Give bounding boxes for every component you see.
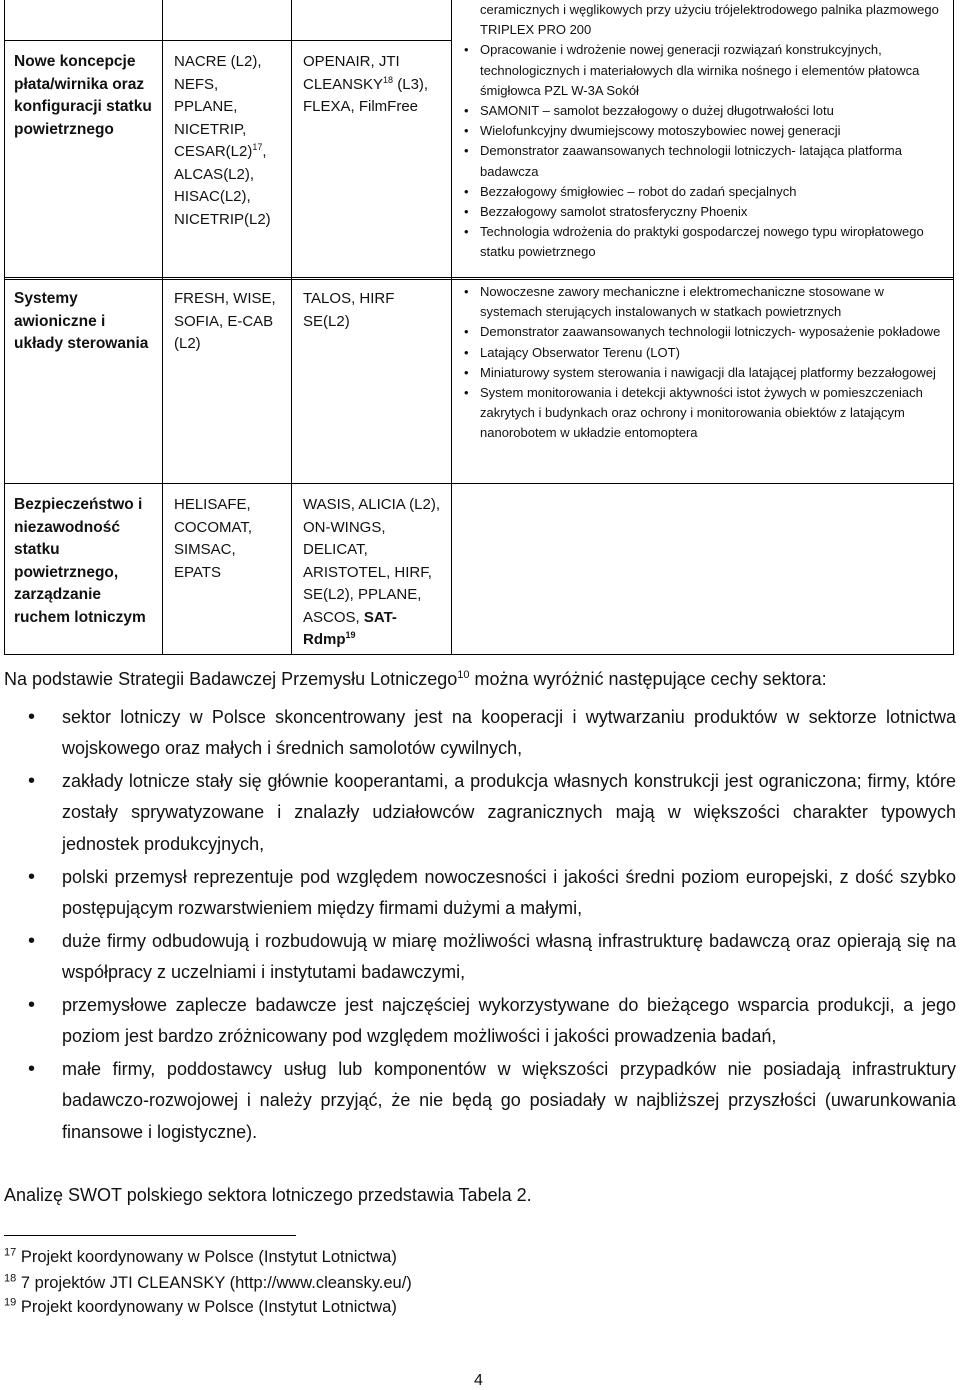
list-item: • Technologia wdrożenia do praktyki gospodarczej nowego typu wiropłatowego statku powietrznego <box>458 222 947 262</box>
fp7-cell <box>163 41 292 278</box>
list-item: • SAMONIT – samolot bezzałogowy o dużej długotrwałości lotu <box>458 101 947 121</box>
page-number: 4 <box>474 1372 483 1389</box>
fp7-projects: NACRE (L2), NEFS, PPLANE, NICETRIP, CESAR(L2) <box>174 53 262 160</box>
other-projects: TALOS, HIRF SE(L2) <box>303 290 395 330</box>
projects-table-body <box>4 40 954 655</box>
list-item: • polski przemysł reprezentuje pod względem nowoczesności i jakości średni poziom europejski, z dość szybko postępującym rozwarstwieniem między firmami dużymi a małymi, <box>4 862 956 924</box>
list-item: • sektor lotniczy w Polsce skoncentrowany jest na kooperacji i wytwarzaniu produktów w sektorze lotnictwa wojskowego oraz małych i średnich samolotów cywilnych, <box>4 702 956 764</box>
fp7-cell <box>163 278 292 484</box>
list-item: • Demonstrator zaawansowanych technologii lotniczych- latająca platforma badawcza <box>458 141 947 181</box>
category-label: Systemy awioniczne i układy sterowania <box>14 290 149 352</box>
fp7-projects: HELISAFE, COCOMAT, SIMSAC, EPATS <box>174 496 253 581</box>
intro-text: Na podstawie Strategii Badawczej Przemysłu Lotniczego <box>4 669 458 689</box>
intro-paragraph <box>4 668 827 690</box>
footnote-ref: 10 <box>457 669 470 681</box>
category-label: Bezpieczeństwo i niezawodność statku powietrznego, zarządzanie ruchem lotniczym <box>14 496 146 626</box>
list-item: • System monitorowania i detekcji aktywności istot żywych w pomieszczeniach zakrytych i budynkach oraz ochrony i monitorowania obiektów z latającym nanorobotem w układzie entomoptera <box>458 383 947 444</box>
footnote-ref: 17 <box>252 142 263 152</box>
other-projects-cont: (L3), FLEXA, FilmFree <box>303 75 429 115</box>
list-item: • Wielofunkcyjny dwumiejscowy motoszybowiec nowej generacji <box>458 121 947 141</box>
other-projects: WASIS, ALICIA (L2), ON-WINGS, DELICAT, ARISTOTEL, HIRF, SE(L2), PPLANE, ASCOS, <box>303 496 440 626</box>
fp7-projects: FRESH, WISE, SOFIA, E-CAB (L2) <box>174 290 276 352</box>
footnote-rule <box>4 1235 296 1236</box>
features-list <box>4 702 956 1150</box>
list-item: • Miniaturowy system sterowania i nawigacji dla latającej platformy bezzałogowej <box>458 363 947 383</box>
category-cell <box>5 41 163 278</box>
footnote <box>4 1246 397 1268</box>
continued-text: ceramicznych i węglikowych przy użyciu trójelektrodowego palnika plazmowego TRIPLEX PRO 200 <box>480 2 939 38</box>
projects-cell-empty <box>452 484 954 655</box>
footnote <box>4 1296 397 1318</box>
list-item: • Opracowanie i wdrożenie nowej generacji rozwiązań konstrukcyjnych, technologicznych i materiałowych dla wirnika nośnego i elementów płatowca śmigłowca PZL W-3A Sokół <box>458 40 947 101</box>
footnote-text: 7 projektów JTI CLEANSKY (http://www.cleansky.eu/) <box>20 1274 412 1292</box>
table-row <box>5 278 954 484</box>
other-projects-bold: SAT-Rdmp <box>303 608 397 648</box>
list-item: • Latający Obserwator Terenu (LOT) <box>458 343 947 363</box>
projects-cell-spacer <box>452 41 954 278</box>
intro-text-cont: można wyróżnić następujące cechy sektora: <box>469 669 827 689</box>
other-cell <box>292 278 452 484</box>
other-projects: OPENAIR, JTI CLEANSKY <box>303 53 400 93</box>
category-label: Nowe koncepcje płata/wirnika oraz konfiguracji statku powietrznego <box>14 53 152 138</box>
list-item: • Bezzałogowy samolot stratosferyczny Phoenix <box>458 202 947 222</box>
other-cell <box>292 41 452 278</box>
footnote <box>4 1272 412 1294</box>
closing-paragraph: Analizę SWOT polskiego sektora lotniczego przedstawia Tabela 2. <box>4 1185 532 1205</box>
footnote-number: 19 <box>4 1296 17 1309</box>
category-cell <box>5 278 163 484</box>
list-item: • przemysłowe zaplecze badawcze jest najczęściej wykorzystywane do bieżącego wsparcia produkcji, a jego poziom jest bardzo zróżnicowany pod względem możliwości i jakości prowadzenia badań, <box>4 990 956 1052</box>
list-item: • Bezzałogowy śmigłowiec – robot do zadań specjalnych <box>458 182 947 202</box>
table-row <box>5 484 954 655</box>
project-list <box>458 282 947 444</box>
list-item: • Nowoczesne zawory mechaniczne i elektromechaniczne stosowane w systemach sterujących instalowanych w statkach powietrznych <box>458 282 947 322</box>
fp7-cell <box>163 484 292 655</box>
list-item: • małe firmy, poddostawcy usług lub komponentów w większości przypadków nie posiadają infrastruktury badawczo-rozwojowej i należy przyjąć, że nie będą go posiadały w najbliższej przyszłości (uwarunkowania finansowe i logistyczne). <box>4 1054 956 1148</box>
list-item: • duże firmy odbudowują i rozbudowują w miarę możliwości własną infrastrukturę badawczą oraz opierają się na współpracy z uczelniami i instytutami badawczymi, <box>4 926 956 988</box>
footnote-text: Projekt koordynowany w Polsce (Instytut Lotnictwa) <box>20 1298 397 1316</box>
footnote-text: Projekt koordynowany w Polsce (Instytut Lotnictwa) <box>20 1248 397 1266</box>
category-cell <box>5 484 163 655</box>
footnote-ref: 19 <box>345 630 356 640</box>
footnote-number: 17 <box>4 1246 17 1259</box>
projects-cell <box>452 278 954 484</box>
table-row <box>5 41 954 278</box>
fp7-projects-cont: , ALCAS(L2), HISAC(L2), NICETRIP(L2) <box>174 143 271 228</box>
footnote-number: 18 <box>4 1272 17 1285</box>
list-item: • zakłady lotnicze stały się głównie kooperantami, a produkcja własnych konstrukcji jest ograniczona; firmy, które zostały sprywatyzowane i znalazły udziałowców zagranicznych mają w większości charakter typowych jednostek produkcyjnych, <box>4 766 956 860</box>
footnote-ref: 18 <box>383 74 394 85</box>
list-item: • Demonstrator zaawansowanych technologii lotniczych- wyposażenie pokładowe <box>458 322 947 342</box>
other-cell <box>292 484 452 655</box>
